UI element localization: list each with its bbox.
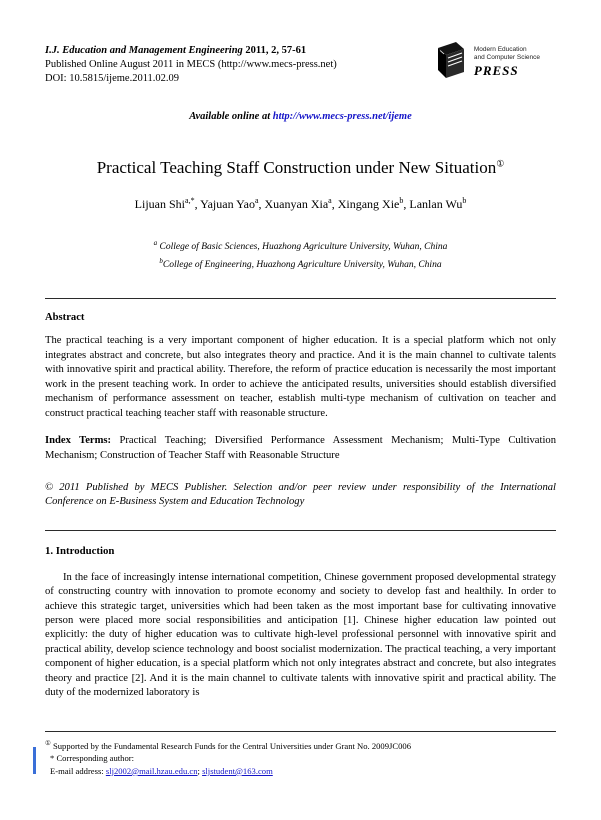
index-terms-body: Practical Teaching; Diversified Performance Assessment Mechanism; Multi-Type Cultivation Mechanism; Construction of Teacher Staff with Reasonable Structure: [45, 435, 556, 462]
available-online-prefix: Available online at: [189, 110, 273, 122]
email-separator: ;: [197, 765, 203, 776]
footnote-rule: [45, 731, 556, 732]
published-line: Published Online August 2011 in MECS (http://www.mecs-press.net): [45, 59, 337, 71]
affiliation-text: College of Engineering, Huazhong Agriculture University, Wuhan, China: [162, 259, 442, 270]
author-name: Xingang Xie: [337, 196, 400, 211]
footnotes: [45, 731, 556, 777]
footnote-corresponding: * Corresponding author:: [50, 753, 135, 764]
author: [338, 197, 410, 211]
affiliation-text: College of Basic Sciences, Huazhong Agriculture University, Wuhan, China: [157, 241, 448, 252]
author-affil-mark: b: [462, 195, 467, 205]
affiliation-line: [45, 236, 556, 254]
journal-title-line: [45, 44, 337, 58]
index-terms-label: Index Terms:: [45, 435, 112, 447]
paper-title: [45, 158, 556, 178]
journal-url-link[interactable]: http://www.mecs-press.net/ijeme: [272, 110, 412, 122]
author-affil-mark: a: [328, 195, 332, 205]
author: [200, 197, 264, 211]
available-online-line: [45, 111, 556, 122]
affiliation-mark: b: [159, 256, 163, 265]
author: [265, 197, 338, 211]
author-name: Lanlan Wu: [409, 196, 463, 211]
footnote-email-line: [45, 765, 556, 777]
author-name: Xuanyan Xia: [264, 196, 329, 211]
author-name: Lijuan Shi: [134, 196, 186, 211]
author-affil-mark: b: [399, 195, 404, 205]
affiliations: [45, 236, 556, 272]
affiliation-line: [45, 254, 556, 272]
journal-name: I.J. Education and Management Engineering: [45, 45, 243, 56]
abstract-heading: Abstract: [45, 311, 85, 323]
footnote-grant-text: Supported by the Fundamental Research Funds for the Central Universities under Grant No. 2009JC006: [50, 740, 411, 751]
authors-line: [45, 196, 556, 212]
logo-text: [474, 40, 540, 79]
author: [135, 197, 200, 211]
title-footnote-mark: ①: [496, 157, 505, 168]
affiliation-mark: a: [153, 238, 158, 247]
doi-line: DOI: 10.5815/ijeme.2011.02.09: [45, 73, 180, 85]
email-label: E-mail address:: [50, 765, 106, 776]
logo-name-line1: Modern Education: [473, 46, 527, 53]
book-icon: [431, 40, 469, 82]
annotation-change-bar: [33, 747, 36, 774]
email-link-1[interactable]: slj2002@mail.hzau.edu.cn: [105, 765, 198, 776]
copyright-notice: © 2011 Published by MECS Publisher. Selection and/or peer review under responsibility of the International Conference on E-Business System and Education Technology: [45, 481, 556, 508]
header: [45, 44, 556, 87]
abstract-body: The practical teaching is a very important component of higher education. It is a special platform which not only integrates abstract and concrete, but also integrates theory and practice. And it is the main channel to cultivate talents with innovative spirit and practical ability. Therefore, the reform of practice education is necessarily the most important work in the present teaching work. In order to achieve the anticipated results, universities should establish diversified mechanism of performance assessment on teacher, establish multi-type mechanism of cultivation on teacher and construct practical teaching teacher staff with reasonable structure.: [45, 334, 556, 419]
mecs-press-logo: [431, 40, 540, 82]
journal-info: [45, 44, 337, 87]
introduction-body: In the face of increasingly intense international competition, Chinese government proposed developmental strategy of constructing country with innovation to promote economy and society to develop fast and healthily. In order to achieve this strategic target, universities which had been taken as the most important base for cultivating innovative person were placed more social responsibilities and anticipation [1]. Chinese higher education law pointed out explicitly: the duty of higher education was to cultivate high-level professional personnel with innovative spirit and practical ability, develop science technology and boost socialist modernization. The practical teaching, a very important component of higher education, is a special platform which not only integrates abstract and concrete, but also integrates theory and practice [2]. And it is the main channel to cultivate talents with innovative spirit and practical ability. The duty of the modernized laboratory is: [45, 571, 556, 699]
index-terms: [45, 434, 556, 463]
divider-top: [45, 298, 556, 299]
author-affil-mark: a,*: [185, 195, 195, 205]
journal-issue-pages: 2011, 2, 57-61: [242, 45, 307, 56]
author: [409, 197, 466, 211]
footnote-grant-mark: ①: [45, 740, 51, 747]
email-link-2[interactable]: sljstudent@163.com: [202, 765, 273, 776]
author-name: Yajuan Yao: [200, 196, 255, 211]
section-heading-introduction: 1. Introduction: [45, 544, 115, 557]
paper-title-text: Practical Teaching Staff Construction under New Situation: [96, 157, 497, 177]
divider-section: [45, 530, 556, 531]
logo-press: PRESS: [473, 63, 519, 78]
author-affil-mark: a: [254, 195, 259, 205]
footnote-grant: [45, 738, 556, 752]
logo-name-line2: and Computer Science: [473, 53, 540, 61]
